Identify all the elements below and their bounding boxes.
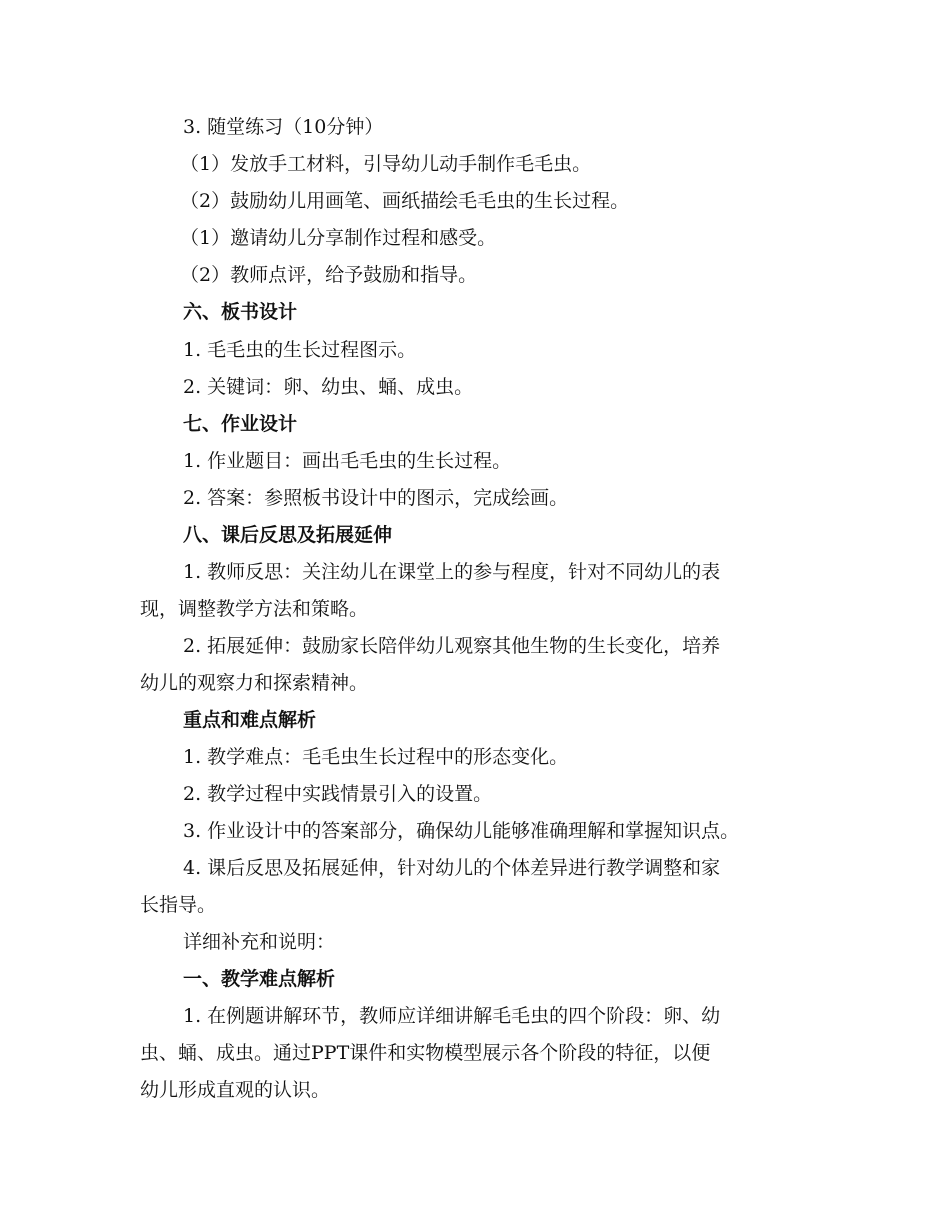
text-line: 2. 拓展延伸：鼓励家长陪伴幼儿观察其他生物的生长变化，培养 <box>183 635 721 657</box>
text-line: 1. 作业题目：画出毛毛虫的生长过程。 <box>183 450 512 472</box>
section-heading: 一、教学难点解析 <box>183 968 336 990</box>
text-line: 2. 答案：参照板书设计中的图示，完成绘画。 <box>183 487 569 509</box>
section-heading: 重点和难点解析 <box>183 709 317 731</box>
text-line: 详细补充和说明： <box>183 931 336 953</box>
section-heading: 七、作业设计 <box>183 413 298 435</box>
text-line: 2. 关键词：卵、幼虫、蛹、成虫。 <box>183 376 474 398</box>
text-line: 4. 课后反思及拓展延伸，针对幼儿的个体差异进行教学调整和家 <box>183 857 721 879</box>
text-line: （1）邀请幼儿分享制作过程和感受。 <box>180 227 497 249</box>
text-line: 幼儿的观察力和探索精神。 <box>140 672 369 694</box>
text-line: 幼儿形成直观的认识。 <box>140 1079 331 1101</box>
text-line: （2）鼓励幼儿用画笔、画纸描绘毛毛虫的生长过程。 <box>180 190 630 212</box>
text-line: 2. 教学过程中实践情景引入的设置。 <box>183 783 493 805</box>
text-line: 3. 作业设计中的答案部分，确保幼儿能够准确理解和掌握知识点。 <box>183 820 740 842</box>
text-line: 1. 教学难点：毛毛虫生长过程中的形态变化。 <box>183 746 569 768</box>
text-line: 长指导。 <box>140 894 217 916</box>
text-line: 1. 在例题讲解环节，教师应详细讲解毛毛虫的四个阶段：卵、幼 <box>183 1005 721 1027</box>
section-heading: 八、课后反思及拓展延伸 <box>183 524 393 546</box>
text-line: 1. 毛毛虫的生长过程图示。 <box>183 339 417 361</box>
text-line: （2）教师点评，给予鼓励和指导。 <box>180 264 478 286</box>
text-line: 1. 教师反思：关注幼儿在课堂上的参与程度，针对不同幼儿的表 <box>183 561 721 583</box>
text-line: 现，调整教学方法和策略。 <box>140 598 369 620</box>
text-line: （1）发放手工材料，引导幼儿动手制作毛毛虫。 <box>180 153 592 175</box>
section-heading: 六、板书设计 <box>183 301 298 323</box>
text-line-practice: 3. 随堂练习（10分钟） <box>183 116 384 138</box>
text-line: 虫、蛹、成虫。通过PPT课件和实物模型展示各个阶段的特征，以便 <box>140 1042 711 1064</box>
